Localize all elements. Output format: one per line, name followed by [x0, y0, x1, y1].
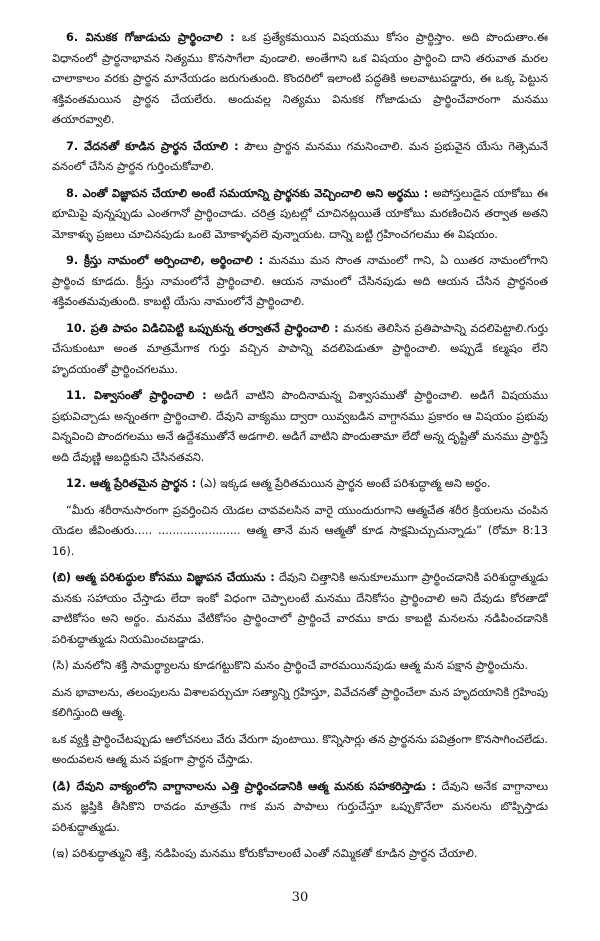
- section-11: [52, 386, 548, 468]
- section-12-body: (ఎ) ఇక్కడ ఆత్మ ప్రేరితమయిన ప్రార్థన అంటే పరిశుద్ధాత్మ అని అర్థం.: [199, 477, 491, 490]
- sub-c: (సి) మనలోని శక్తి సామర్థ్యాలను కూడగట్టుకొని మనం ప్రార్థించే వారమయినపుడు ఆత్మ మన పక్షాన ప్రార్థించును.: [52, 659, 528, 672]
- section-6: [52, 28, 548, 131]
- section-10-heading: 10. ప్రతి పాపం విడిచిపెట్టి ఒప్పుకున్న తర్వాతనే ప్రార్థించాలి :: [66, 321, 339, 335]
- section-8: [52, 184, 548, 246]
- section-11-body: అడిగే వాటిని పొందినామన్న విశ్వాసముతో ప్రార్థించాలి. అడిగే విషయము ప్రభువిచ్చాడు అన్నంతగా ప్రార్థించాలి. దేవుని వాక్యము ద్వారా యివ్వబడిన వాగ్దానము ప్రకారం ఆ విషయం ప్రభువు విన్నవించి పొందగలము అనే ఉద్దేశముతోనే అడగాలి. అడిగే వాటిని పొందుతామా లేదో అన్న దృష్టితో మనము ప్రార్థిస్తే అది దేవుణ్ణి అబద్ధికుని చేసినతవని.: [52, 389, 549, 464]
- sub-b-body: దేవుని చిత్తానికి అనుకూలముగా ప్రార్థించడానికి పరిశుద్ధాత్ముడు మనకు సహాయం చేస్తాడు లేదా ఇంకో విధంగా చెప్పాలంటే మనము దేనికోసం ప్రార్థించాలి అని దేవుడు కోరతాడో వాటికోసం అని అర్థం. మనము వేటికోసం ప్రార్థించాలో ప్రార్థించే వారము కాదు కాబట్టి మనలను నడిపించడానికి పరిశుద్ధాత్ముడు నియమించబడ్డాడు.: [52, 571, 548, 646]
- scripture-quote: “మీరు శరీరానుసారంగా ప్రవర్తించిన యెడల చావవలసిన వారై యుందురుగాని ఆత్మచేత శరీర క్రియలను చంపిన యెడల జీవింతురు..... ....................... ఆత్మ తానే మన ఆత్మతో కూడ సాక్షమిచ్చుచున్నాడు” (రోమా 8:13 16).: [52, 503, 548, 558]
- page-number: 30: [291, 890, 309, 905]
- para-person: ఒక వ్యక్తి ప్రార్థించేటప్పుడు ఆలోచనలు వేరు వేరుగా వుంటాయి. కొన్నిసార్లు తన ప్రార్థనను పవిత్రంగా కొనసాగించలేడు. అందువలన ఆత్మ మన పక్షంగా ప్రార్థన చేస్తాడు.: [52, 732, 548, 766]
- section-8-heading: 8. ఎంతో విజ్ఞాపన చేయాలి అంటే సమయాన్ని ప్రార్థనకు వెచ్చించాలి అని అర్థము :: [66, 186, 429, 200]
- sub-b-heading: (బి) ఆత్మ పరిశుద్ధుల కోసము విజ్ఞాపన చేయును :: [52, 571, 275, 584]
- section-6-body: ఒక ప్రత్యేకమయిన విషయము కోసం ప్రార్థిస్తాం. అది పొందుతాం.ఈ విధానంలో ప్రార్థనాభావన నిత్యము కొనసాగేలా వుండాలి. అంతేగాని ఒక విషయం ప్రార్థించి దాని తరువాత మరల చాలాకాలం వరకు ప్రార్థన మానేయడం జరుగుతుంది. కొందరిలో ఇలాంటి పద్ధతికి అలవాటుపడ్డారు, ఈ ఒక్క పెట్టున శక్తివంతమయిన ప్రార్థన చేయలేరు. అందువల్ల నిత్యము వినుకక గోజాడుచు ప్రార్థించేవారంగా మనము తయారవ్వాలి.: [52, 31, 548, 126]
- section-10-body: మనకు తెలిసిన ప్రతిపాపాన్ని వదలిపెట్టాలి.గుర్తు చేసుకుంటూ అంత మాత్రమేగాక గుర్తు వచ్చిన పాపాన్ని వదలిపెడుతూ ప్రార్థించాలి. అప్పుడే కల్మషం లేని హృదయంతో ప్రార్థించగలము.: [52, 321, 548, 376]
- sub-d: [52, 777, 548, 839]
- section-7-heading: 7. వేదనతో కూడిన ప్రార్థన చేయాలి :: [66, 139, 239, 153]
- sub-d-heading: (డి) దేవుని వాక్యంలోని వాగ్దానాలను ఎత్తి ప్రార్థించడానికి ఆత్మ మనకు సహకరిస్తాడు :: [52, 779, 437, 793]
- sub-d-body: దేవుని అనేక వాగ్దానాలు మన జ్ఞప్తికి తీసికొని రావడం మాత్రమే గాక మన పాపాలు గుర్తుచేస్తూ ఒప్పుకొనేలా మనలను బొప్పిస్తాడు పరిశుద్ధాత్ముడు.: [52, 779, 548, 834]
- section-12: [52, 474, 548, 495]
- sub-e: (ఇ) పరిశుద్ధాత్ముని శక్తి, నడిపింపు మనము కోరుకోవాలంటే ఎంతో నమ్మికతో కూడిన ప్రార్థన చేయాలి.: [52, 847, 478, 860]
- section-11-heading: 11. విశ్వాసంతో ప్రార్థించాలి :: [66, 389, 207, 402]
- sub-b: [52, 568, 548, 650]
- section-9-body: మనము మన సొంత నామంలో గాని, ఏ యితర నామంలోగాని ప్రార్థించ కూడదు. క్రీస్తు నామంలోనే ప్రార్థించాలి. ఆయన నామంలో చేసినపుడు అది ఆయన చేసిన ప్రార్థనంత శక్తివంతమవుతుంది. కాబట్టి యేసు నామంలోనే ప్రార్థించాలి.: [52, 254, 548, 308]
- section-10: [52, 319, 548, 381]
- section-9-heading: 9. క్రీస్తు నామంలో అర్పించాలి, అర్థించాలి :: [66, 254, 264, 267]
- section-6-heading: 6. వినుకక గోజాడుచు ప్రార్థించాలి :: [66, 31, 235, 44]
- section-12-heading: 12. ఆత్మ ప్రేరితమైన ప్రార్థన :: [66, 477, 197, 490]
- para-feelings: మన భావాలను, తలంపులను విశాలపర్చుచూ సత్యాన్ని గ్రహిస్తూ, వివేచనతో ప్రార్థించేలా మన హృదయానికి గ్రహింపు కలిగిస్తుంది ఆత్మ.: [52, 685, 548, 719]
- section-9: [52, 251, 548, 313]
- section-7-body: పౌలు ప్రార్థన మనము గమనించాలి. మన ప్రభువైన యేసు గెత్సెమనే వనంలో చేసిన ప్రార్థన గుర్తించుకోవాలి.: [52, 139, 548, 173]
- section-7: [52, 137, 548, 178]
- section-8-body: అపోస్తలుడైన యాకోబు ఈ భూమిపై వున్నప్పుడు ఎంతగానో ప్రార్థించాడు. చరిత్ర పుటల్లో చూచినట్లయితే యాకోబు మరణించిన తర్వాత అతని మోకాళ్ళు ప్రజలు చూచినపుడు ఒంటె మోకాళ్ళవలె వున్నాయట. దాన్ని బట్టి గ్రహించగలము ఈ విషయం.: [52, 186, 548, 241]
